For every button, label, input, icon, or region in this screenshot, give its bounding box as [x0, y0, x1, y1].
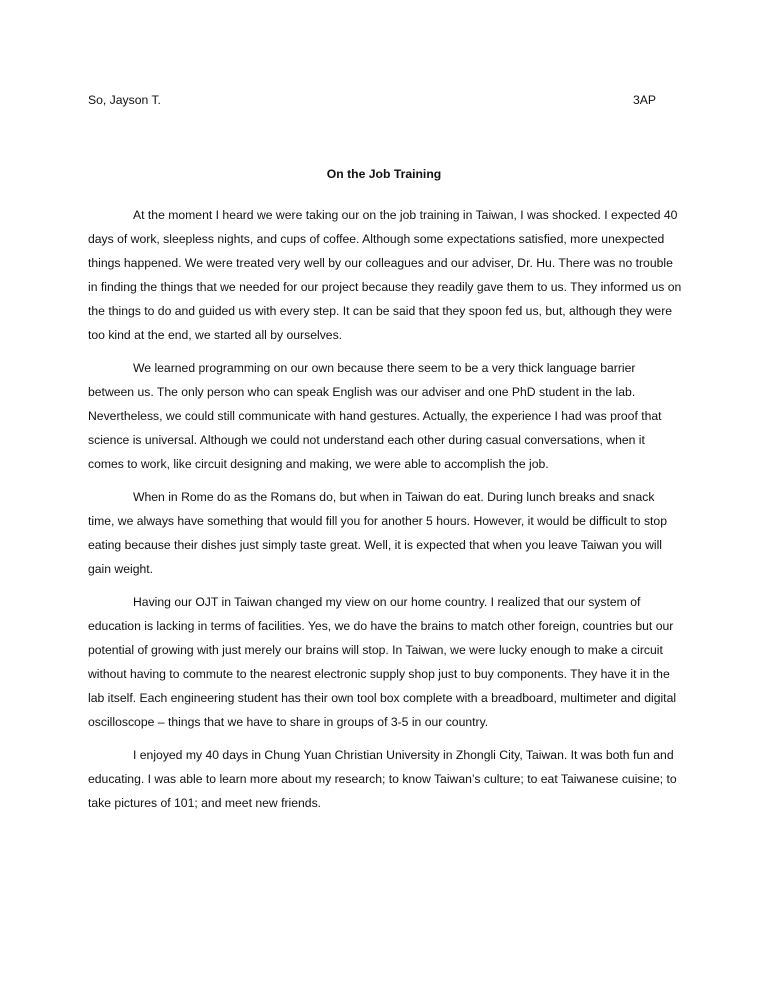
- author-name: So, Jayson T.: [88, 93, 161, 107]
- paragraph: When in Rome do as the Romans do, but when in Taiwan do eat. During lunch breaks and snack time, we always have something that would fill you for another 5 hours. However, it would be difficult to stop eating because their dishes just simply taste great. Well, it is expected that when you leave Taiwan you will gain weight.: [88, 490, 667, 576]
- paragraph: Having our OJT in Taiwan changed my view on our home country. I realized that our system of education is lacking in terms of facilities. Yes, we do have the brains to match other foreign, countries but our potential of growing with just merely our brains will stop. In Taiwan, we were lucky enough to make a circuit without having to commute to the nearest electronic supply shop just to buy components. They have it in the lab itself. Each engineering student has their own tool box complete with a breadboard, multimeter and digital oscilloscope – things that we have to share in groups of 3-5 in our country.: [88, 595, 677, 729]
- paragraph: We learned programming on our own because there seem to be a very thick language barrier between us. The only person who can speak English was our adviser and one PhD student in the lab. Nevertheless, we could still communicate with hand gestures. Actually, the experience I had was proof that science is universal. Although we could not understand each other during casual conversations, when it comes to work, like circuit designing and making, we were able to accomplish the job.: [88, 361, 662, 471]
- paragraph: At the moment I heard we were taking our on the job training in Taiwan, I was shocked. I expected 40 days of work, sleepless nights, and cups of coffee. Although some expectations satisfied, more unexpected things happened. We were treated very well by our colleagues and our adviser, Dr. Hu. There was no trouble in finding the things that we needed for our project because they readily gave them to us. They informed us on the things to do and guided us with every step. It can be said that they spoon fed us, but, although they were too kind at the end, we started all by ourselves.: [88, 208, 682, 342]
- document-body: [88, 203, 682, 824]
- paragraph: I enjoyed my 40 days in Chung Yuan Christian University in Zhongli City, Taiwan. It was both fun and educating. I was able to learn more about my research; to know Taiwan’s culture; to eat Taiwanese cuisine; to take pictures of 101; and meet new friends.: [88, 748, 677, 810]
- document-title: On the Job Training: [326, 167, 442, 181]
- section-code: 3AP: [632, 93, 656, 107]
